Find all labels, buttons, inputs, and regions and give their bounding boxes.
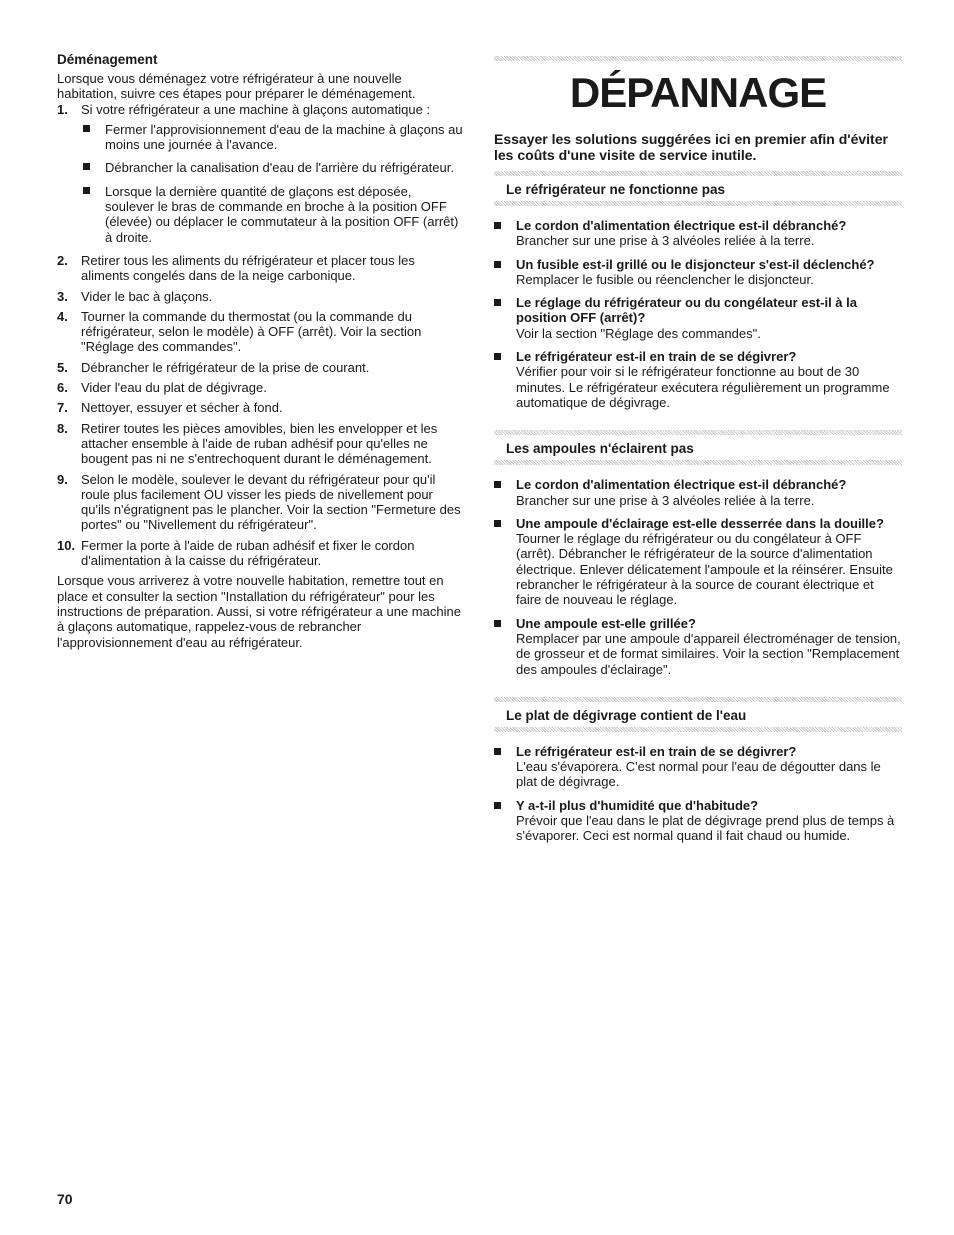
sub-item-text: Débrancher la canalisation d'eau de l'arrière du réfrigérateur. bbox=[105, 160, 454, 176]
moving-outro: Lorsque vous arriverez à votre nouvelle habitation, remettre tout en place et consulter la section "Installation du réfrigérateur" pour les instructions de préparation. Aussi, si votre réfrigérateur a une machine à glaçons automatique, rappelez-vous de rebrancher l'approvisionnement d'eau au réfrigérateur. bbox=[57, 573, 461, 650]
check-item bbox=[494, 477, 902, 508]
page-number: 70 bbox=[57, 1191, 73, 1207]
check-question: Le cordon d'alimentation électrique est-il débranché? bbox=[516, 218, 847, 233]
square-bullet-icon bbox=[83, 125, 90, 132]
troubleshooting-lead: Essayer les solutions suggérées ici en premier afin d'éviter les coûts d'une visite de service inutile. bbox=[494, 131, 888, 163]
sub-item bbox=[81, 160, 463, 175]
check-item bbox=[494, 349, 902, 410]
check-answer: Remplacer par une ampoule d'appareil électroménager de tension, de grosseur et de format similaires. Voir la section "Remplacement des ampoules d'éclairage". bbox=[516, 630, 901, 677]
check-item bbox=[494, 218, 902, 249]
sub-item-text: Lorsque la dernière quantité de glaçons est déposée, soulever le bras de commande en broche à la position OFF (élevée) ou déplacer le commutateur à la position OFF (arrêt) à droite. bbox=[105, 183, 459, 245]
sub-item bbox=[81, 122, 463, 153]
step-number: 8. bbox=[57, 420, 68, 436]
square-bullet-icon bbox=[494, 299, 501, 306]
square-bullet-icon bbox=[494, 353, 501, 360]
step-item bbox=[57, 253, 463, 284]
check-question: Y a-t-il plus d'humidité que d'habitude? bbox=[516, 797, 759, 813]
square-bullet-icon bbox=[83, 187, 90, 194]
sub-item bbox=[81, 184, 463, 245]
step-number: 7. bbox=[57, 400, 68, 416]
step-item bbox=[57, 421, 463, 467]
step-item bbox=[57, 400, 463, 415]
step-item bbox=[57, 380, 463, 395]
step-text: Tourner la commande du thermostat (ou la commande du réfrigérateur, selon le modèle) à OFF (arrêt). Voir la section "Réglage des commandes". bbox=[81, 308, 422, 355]
square-bullet-icon bbox=[494, 620, 501, 627]
hatch-divider bbox=[494, 56, 902, 61]
check-item bbox=[494, 744, 902, 790]
check-question: Une ampoule est-elle grillée? bbox=[516, 615, 696, 631]
page-title: DÉPANNAGE bbox=[569, 69, 827, 116]
step-text: Selon le modèle, soulever le devant du réfrigérateur pour qu'il roule plus facilement OU visser les pieds de nivellement pour qu'ils n'égratignent pas le plancher. Voir la section "Fermeture des portes" ou "Nivellement du réfrigérateur". bbox=[81, 471, 461, 533]
square-bullet-icon bbox=[494, 520, 501, 527]
problem-section bbox=[494, 430, 902, 677]
check-item bbox=[494, 516, 902, 608]
square-bullet-icon bbox=[494, 802, 501, 809]
step-number: 9. bbox=[57, 471, 68, 487]
moving-section bbox=[57, 52, 463, 650]
step-text: Nettoyer, essuyer et sécher à fond. bbox=[81, 400, 283, 416]
step-text: Vider le bac à glaçons. bbox=[81, 288, 213, 304]
check-answer: Vérifier pour voir si le réfrigérateur fonctionne au bout de 30 minutes. Le réfrigérateur exécutera régulièrement un programme automatique de dégivrage. bbox=[516, 364, 890, 410]
check-item bbox=[494, 257, 902, 288]
problem-title: Le plat de dégivrage contient de l'eau bbox=[506, 707, 747, 723]
check-item bbox=[494, 616, 902, 677]
step-number: 1. bbox=[57, 101, 68, 117]
hatch-divider bbox=[494, 460, 902, 465]
check-item bbox=[494, 295, 902, 341]
square-bullet-icon bbox=[494, 261, 501, 268]
sub-item-text: Fermer l'approvisionnement d'eau de la machine à glaçons au moins une journée à l'avance. bbox=[105, 121, 463, 153]
square-bullet-icon bbox=[494, 748, 501, 755]
step-text: Fermer la porte à l'aide de ruban adhésif et fixer le cordon d'alimentation à la caisse du réfrigérateur. bbox=[81, 537, 415, 569]
check-question: Le réglage du réfrigérateur ou du congélateur est-il à la position OFF (arrêt)? bbox=[516, 295, 857, 326]
check-question: Le réfrigérateur est-il en train de se dégivrer? bbox=[516, 349, 797, 365]
check-answer: Brancher sur une prise à 3 alvéoles reliée à la terre. bbox=[516, 233, 815, 249]
check-answer: Brancher sur une prise à 3 alvéoles reliée à la terre. bbox=[516, 492, 815, 508]
square-bullet-icon bbox=[494, 481, 501, 488]
step-number: 3. bbox=[57, 288, 68, 304]
check-question: Le réfrigérateur est-il en train de se dégivrer? bbox=[516, 743, 797, 759]
check-question: Un fusible est-il grillé ou le disjoncteur s'est-il déclenché? bbox=[516, 256, 875, 272]
check-answer: Prévoir que l'eau dans le plat de dégivrage prend plus de temps à s'évaporer. Ceci est normal quand il fait chaud ou humide. bbox=[516, 813, 895, 844]
check-question: Une ampoule d'éclairage est-elle desserrée dans la douille? bbox=[516, 515, 884, 531]
problem-section bbox=[494, 697, 902, 844]
problem-checks-list bbox=[494, 477, 902, 677]
hatch-divider bbox=[494, 727, 902, 732]
square-bullet-icon bbox=[83, 163, 90, 170]
square-bullet-icon bbox=[494, 222, 501, 229]
check-answer: Tourner le réglage du réfrigérateur ou du congélateur à OFF (arrêt). Débrancher le réfrigérateur de la source d'alimentation électrique. Enlever délicatement l'ampoule et la réinsérer. Ensuite rebrancher le réfrigérateur à la source de courant électrique et faire de nouveau le réglage. bbox=[516, 531, 893, 608]
problem-title: Le réfrigérateur ne fonctionne pas bbox=[506, 182, 726, 197]
hatch-divider bbox=[494, 201, 902, 206]
check-answer: Voir la section "Réglage des commandes". bbox=[516, 325, 761, 341]
step-item bbox=[57, 102, 463, 245]
step-item bbox=[57, 360, 463, 375]
problem-section bbox=[494, 171, 902, 410]
step-text: Vider l'eau du plat de dégivrage. bbox=[81, 380, 267, 396]
problem-checks-list bbox=[494, 218, 902, 410]
step-number: 2. bbox=[57, 252, 68, 268]
step-item bbox=[57, 472, 463, 533]
step-text: Retirer tous les aliments du réfrigérateur et placer tous les aliments congelés dans de la neige carbonique. bbox=[81, 252, 415, 284]
step-item bbox=[57, 309, 463, 355]
check-item bbox=[494, 798, 902, 844]
check-question: Le cordon d'alimentation électrique est-il débranché? bbox=[516, 477, 847, 493]
ice-maker-sublist bbox=[81, 122, 463, 245]
step-text: Retirer toutes les pièces amovibles, bien les envelopper et les attacher ensemble à l'aide de ruban adhésif pour qu'elles ne bougent pas ni ne s'entrechoquent durant le déménagement. bbox=[81, 420, 438, 467]
step-number: 10. bbox=[57, 537, 76, 553]
step-item bbox=[57, 289, 463, 304]
moving-heading: Déménagement bbox=[57, 52, 158, 67]
step-number: 6. bbox=[57, 380, 68, 396]
moving-intro: Lorsque vous déménagez votre réfrigérateur à une nouvelle habitation, suivre ces étapes pour préparer le déménagement. bbox=[57, 71, 416, 102]
step-number: 4. bbox=[57, 308, 68, 324]
moving-steps-list bbox=[57, 102, 463, 569]
step-number: 5. bbox=[57, 359, 68, 375]
check-answer: L'eau s'évaporera. C'est normal pour l'eau de dégoutter dans le plat de dégivrage. bbox=[516, 759, 881, 790]
problem-checks-list bbox=[494, 744, 902, 844]
troubleshooting-section bbox=[494, 56, 902, 852]
problem-title: Les ampoules n'éclairent pas bbox=[506, 441, 694, 457]
step-text: Débrancher le réfrigérateur de la prise de courant. bbox=[81, 359, 370, 375]
step-text: Si votre réfrigérateur a une machine à glaçons automatique : bbox=[81, 101, 431, 117]
check-answer: Remplacer le fusible ou réenclencher le disjoncteur. bbox=[516, 271, 814, 287]
step-item bbox=[57, 538, 463, 569]
